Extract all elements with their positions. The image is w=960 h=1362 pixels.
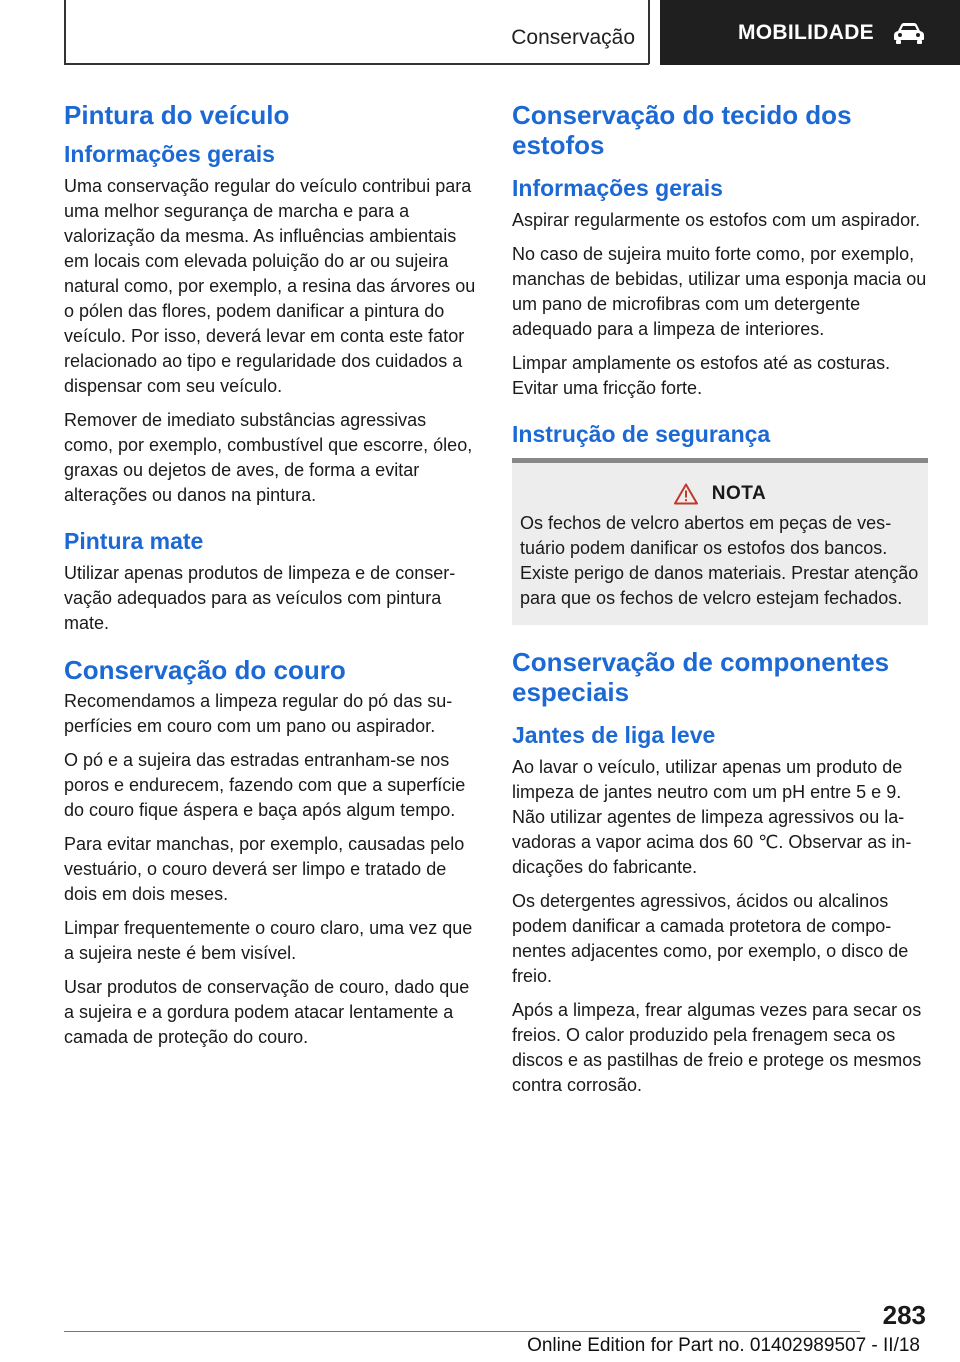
paragraph: Usar produtos de conservação de couro, dado que a sujeira e a gordura podem atacar lentamente a camada de proteção do couro. [64,977,470,1047]
note-header [520,483,920,505]
note-box [512,458,928,625]
heading-special-components: Conservação de componentes especiais [512,647,890,707]
section-title: Conservação [511,26,635,49]
heading-general-info: Informações gerais [64,141,275,167]
paragraph: Aspirar regularmente os estofos com um aspirador. [512,210,921,230]
paragraph: Recomendamos a limpeza regular do pó das superfícies em couro com um pano ou aspirador. [64,691,453,736]
paragraph: Ao lavar o veículo, utilizar apenas um produto de limpeza de jantes neutro com um pH entre 5 e 9. Não utilizar agentes de limpeza agressivos ou lavadoras a vapor acima dos 60 ℃. Observar as indicações do fabricante. [512,757,912,877]
paragraph: Limpar frequentemente o couro claro, uma vez que a sujeira neste é bem visível. [64,918,473,963]
chapter-title: MOBILIDADE [738,20,874,44]
note-text: Os fechos de velcro abertos em peças de vestuário podem danificar os estofos dos bancos. Existe perigo de danos materiais. Prestar atenção para que os fechos de velcro estejam fechados. [520,513,919,608]
heading-vehicle-paint: Pintura do veículo [64,100,290,130]
warning-icon [674,483,698,505]
paragraph: Os detergentes agressivos, ácidos ou alcalinos podem danificar a camada protetora de componentes adjacentes como, por exemplo, o disco de freio. [512,891,909,986]
paragraph: Remover de imediato substâncias agressivas como, por exemplo, combustível que escorre, óleo, graxas ou dejetos de aves, de forma a evitar alterações ou danos na pintura. [64,410,473,505]
paragraph: Uma conservação regular do veículo contribui para uma melhor segurança de marcha e para a valorização da mesma. As influências ambientais em locais com elevada poluição do ar ou sujeira natural como, por exemplo, a resina das árvores ou o pólen das flores, podem danificar a pintura do veículo. Por isso, deverá levar em conta este fator relacionado ao tipo e regularidade dos cuidados a dispensar com seu veículo. [64,176,476,396]
paragraph: Limpar amplamente os estofos até as costuras. Evitar uma fricção forte. [512,353,891,398]
car-icon [892,22,926,44]
header-right-rule [648,0,650,64]
heading-fabric-care: Conservação do tecido dos estofos [512,100,852,160]
left-column [64,100,480,1059]
heading-alloy-wheels: Jantes de liga leve [512,722,716,748]
paragraph: Utilizar apenas produtos de limpeza e de conservação adequados para as veículos com pintura mate. [64,563,456,633]
note-title: NOTA [711,483,767,504]
paragraph: O pó e a sujeira das estradas entranham-se nos poros e endurecem, fazendo com que a superfície do couro fique áspera e baça após algum tempo. [64,750,466,820]
chapter-tab [660,0,960,65]
paragraph: Para evitar manchas, por exemplo, causadas pelo vestuário, o couro deverá ser limpo e tratado de dois em dois meses. [64,834,465,904]
heading-safety-instruction: Instrução de segurança [512,421,771,447]
heading-matte-paint: Pintura mate [64,528,204,554]
heading-leather-care: Conservação do couro [64,655,346,685]
footer-edition: Online Edition for Part no. 01402989507 - II/18 [527,1335,920,1356]
paragraph: No caso de sujeira muito forte como, por exemplo, manchas de bebidas, utilizar uma esponja macia ou um pano de microfibras com um detergente adequado para a limpeza de interiores. [512,244,927,339]
heading-general-info: Informações gerais [512,175,723,201]
header-bottom-rule [64,63,649,65]
header-left-rule [64,0,66,64]
page-number: 283 [882,1300,926,1330]
footer-rule [64,1331,860,1332]
right-column [512,100,928,1107]
paragraph: Após a limpeza, frear algumas vezes para secar os freios. O calor produzido pela frenagem seca os discos e as pastilhas de freio e protege os mesmos contra corrosão. [512,1000,922,1095]
